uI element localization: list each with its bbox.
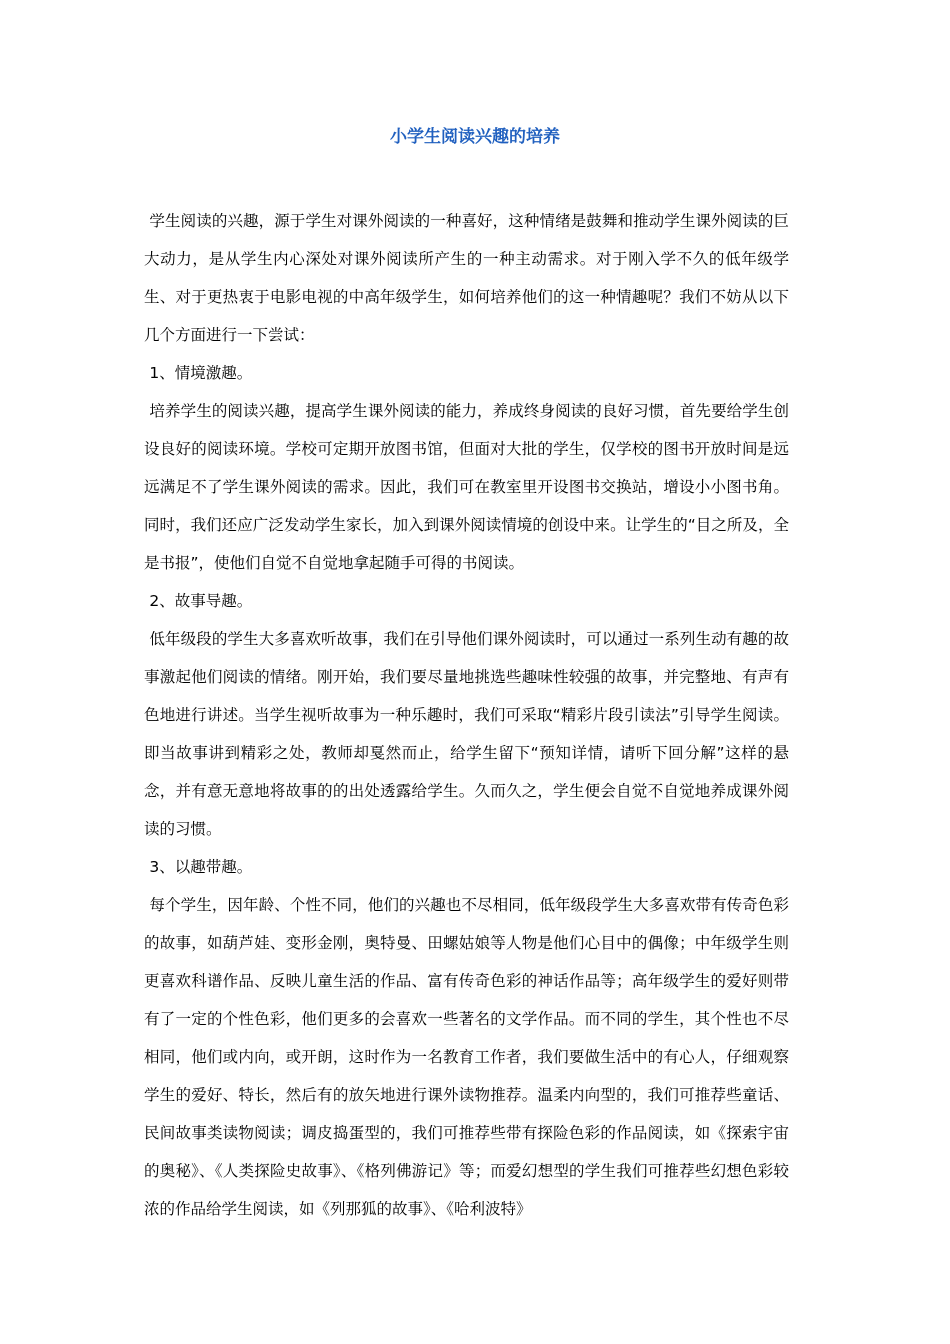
section-heading-3: 3、以趣带趣。 <box>149 858 253 876</box>
document-title: 小学生阅读兴趣的培养 <box>390 127 560 147</box>
document-body <box>144 202 789 1228</box>
section-paragraph-2: 低年级段的学生大多喜欢听故事，我们在引导他们课外阅读时，可以通过一系列生动有趣的故事激起他们阅读的情绪。刚开始，我们要尽量地挑选些趣味性较强的故事，并完整地、有声有色地进行讲述。当学生视听故事为一种乐趣时，我们可采取“精彩片段引读法”引导学生阅读。即当故事讲到精彩之处，教师却戛然而止，给学生留下“预知详情，请听下回分解”这样的悬念，并有意无意地将故事的的出处透露给学生。久而久之，学生便会自觉不自觉地养成课外阅读的习惯。 <box>144 630 789 838</box>
section-paragraph-1: 培养学生的阅读兴趣，提高学生课外阅读的能力，养成终身阅读的良好习惯，首先要给学生创设良好的阅读环境。学校可定期开放图书馆，但面对大批的学生，仅学校的图书开放时间是远远满足不了学生课外阅读的需求。因此，我们可在教室里开设图书交换站，增设小小图书角。同时，我们还应广泛发动学生家长，加入到课外阅读情境的创设中来。让学生的“目之所及，全是书报”，使他们自觉不自觉地拿起随手可得的书阅读。 <box>144 402 789 572</box>
section-heading-2: 2、故事导趣。 <box>149 592 253 610</box>
intro-paragraph: 学生阅读的兴趣，源于学生对课外阅读的一种喜好，这种情绪是鼓舞和推动学生课外阅读的巨大动力，是从学生内心深处对课外阅读所产生的一种主动需求。对于刚入学不久的低年级学生、对于更热衷于电影电视的中高年级学生，如何培养他们的这一种情趣呢？我们不妨从以下几个方面进行一下尝试： <box>144 212 789 344</box>
section-heading-1: 1、情境激趣。 <box>149 364 253 382</box>
section-paragraph-3: 每个学生，因年龄、个性不同，他们的兴趣也不尽相同，低年级段学生大多喜欢带有传奇色彩的故事，如葫芦娃、变形金刚，奥特曼、田螺姑娘等人物是他们心目中的偶像；中年级学生则更喜欢科谱作品、反映儿童生活的作品、富有传奇色彩的神话作品等；高年级学生的爱好则带有了一定的个性色彩，他们更多的会喜欢一些著名的文学作品。而不同的学生，其个性也不尽相同，他们或内向，或开朗，这时作为一名教育工作者，我们要做生活中的有心人，仔细观察学生的爱好、特长，然后有的放矢地进行课外读物推荐。温柔内向型的，我们可推荐些童话、民间故事类读物阅读；调皮捣蛋型的，我们可推荐些带有探险色彩的作品阅读，如《探索宇宙的奥秘》、《人类探险史故事》、《格列佛游记》等；而爱幻想型的学生我们可推荐些幻想色彩较浓的作品给学生阅读，如《列那狐的故事》、《哈利波特》 <box>144 896 789 1218</box>
